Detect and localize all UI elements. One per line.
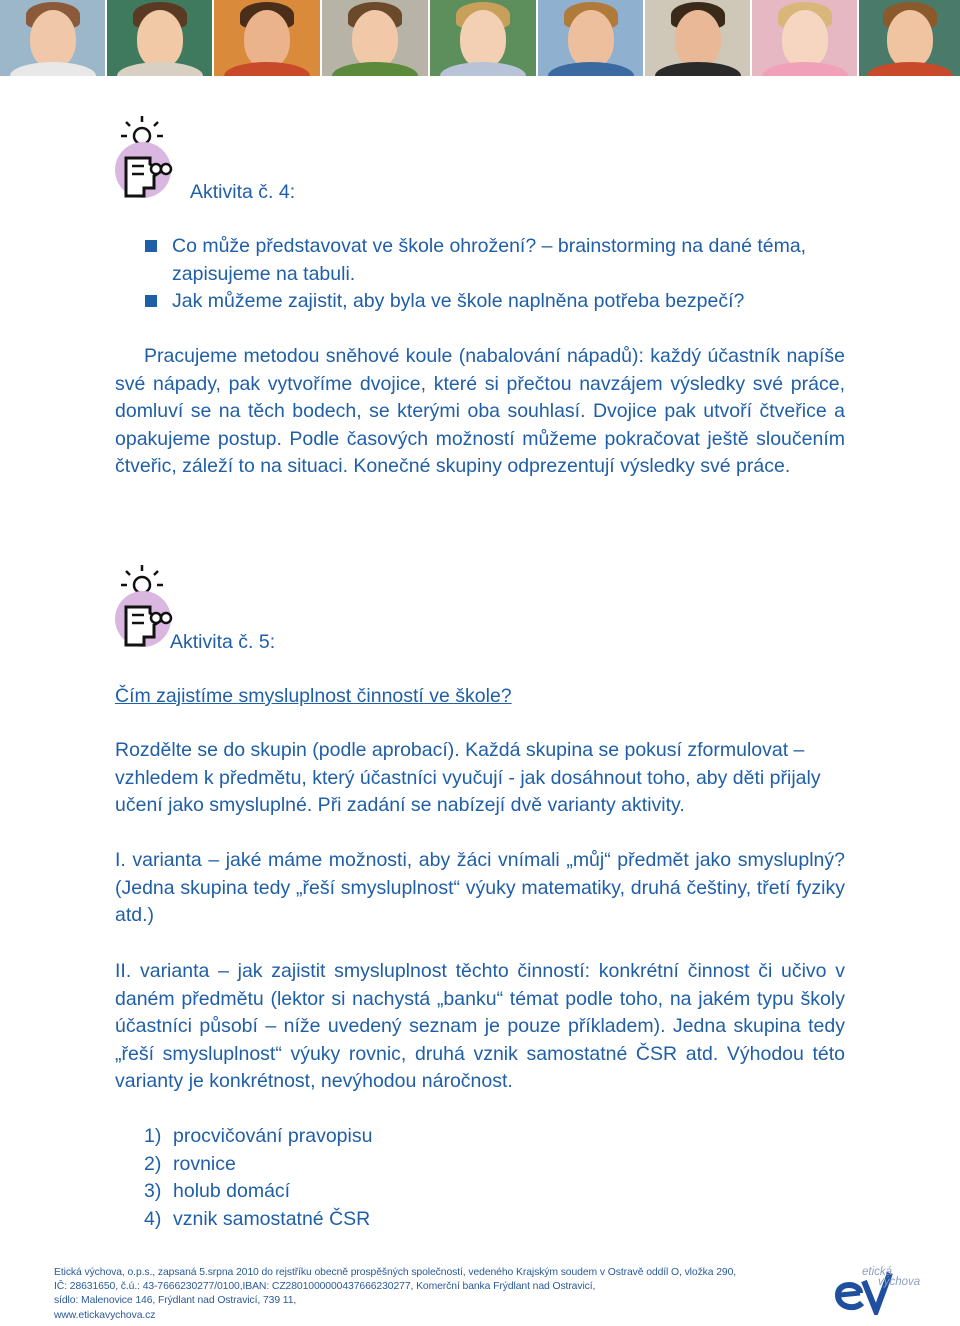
header-photo-strip bbox=[0, 0, 960, 76]
activity-5-title: Aktivita č. 5: bbox=[170, 631, 276, 653]
logo-text-top: etická bbox=[862, 1266, 893, 1278]
header-photo bbox=[430, 0, 538, 76]
activity-icon bbox=[114, 563, 176, 649]
variant-1-paragraph: I. varianta – jaké máme možnosti, aby žáci vnímali „můj“ předmět jako smysluplný? (Jedna skupina tedy „řeší smysluplnost“ výuky matematiky, druhá češtiny, třetí fyziky atd.) bbox=[115, 849, 845, 927]
activity-4-title: Aktivita č. 4: bbox=[190, 181, 296, 203]
header-photo bbox=[0, 0, 107, 76]
activity-4-paragraph: Pracujeme metodou sněhové koule (nabalování nápadů): každý účastník napíše své nápady, pak vytvoříme dvojice, které si přečtou navzájem výsledky své práce, domluví se na těch bodech, se kterými oba souhlasí. Dvojice pak utvoří čtveřice a opakujeme postup. Podle časových možností můžeme pokračovat ještě sloučením čtveřic, záleží to na situaci. Konečné skupiny odprezentují výsledky své práce. bbox=[115, 345, 845, 478]
footer-line: IČ: 28631650, č.ú.: 43-7666230277/0100,IBAN: CZ2801000000437666230277, Komerční banka Frýdlant nad Ostravicí, bbox=[54, 1281, 596, 1293]
list-item: 1) procvičování pravopisu bbox=[144, 1125, 373, 1147]
activity-5-intro: Rozdělte se do skupin (podle aprobací). Každá skupina se pokusí zformulovat – vzhledem k předmětu, který účastníci vyučují - jak dosáhnout toho, aby děti přijaly učení jako smysluplné. Při zadání se nabízejí dvě varianty aktivity. bbox=[115, 739, 821, 817]
logo-text-bottom: výchova bbox=[878, 1276, 921, 1288]
list-item: 3) holub domácí bbox=[144, 1180, 291, 1203]
square-bullet-icon bbox=[145, 295, 157, 307]
footer-line: sídlo: Malenovice 146, Frýdlant nad Ostravicí, 739 11, bbox=[54, 1295, 297, 1307]
list-item: 4) vznik samostatné ČSR bbox=[144, 1207, 371, 1230]
square-bullet-icon bbox=[145, 240, 157, 252]
activity-4-bullet-list bbox=[145, 233, 855, 316]
footer-website-link[interactable]: www.etickavychova.cz bbox=[54, 1309, 156, 1321]
header-photo bbox=[859, 0, 960, 76]
activity-icon bbox=[114, 114, 176, 200]
list-item: Jak můžeme zajistit, aby byla ve škole naplněna potřeba bezpečí? bbox=[145, 288, 855, 316]
variant-2-paragraph: II. varianta – jak zajistit smysluplnost těchto činností: konkrétní činnost či učivo v daném předmětu (lektor si nachystá „banku“ témat podle toho, na jakém typu školy účastníci působí – níže uvedený seznam je pouze příkladem). Jedna skupina tedy „řeší smysluplnost“ výuky rovnic, druhá vznik samostatné ČSR atd. Výhodou této varianty je konkrétnost, nevýhodou náročnost. bbox=[115, 960, 845, 1093]
footer-line: Etická výchova, o.p.s., zapsaná 5.srpna 2010 do rejstříku obecně prospěšných společností, vedeného Krajským soudem v Ostravě oddíl O, vložka 290, bbox=[54, 1267, 737, 1278]
header-photo bbox=[752, 0, 859, 76]
header-photo bbox=[538, 0, 645, 76]
header-photo bbox=[645, 0, 752, 76]
eticka-vychova-logo bbox=[834, 1265, 940, 1315]
list-item: 2) rovnice bbox=[144, 1152, 236, 1175]
header-photo bbox=[322, 0, 430, 76]
header-photo bbox=[214, 0, 322, 76]
activity-5-question: Čím zajistíme smysluplnost činností ve škole? bbox=[115, 685, 512, 707]
footer-info bbox=[54, 1266, 774, 1323]
header-photo bbox=[107, 0, 214, 76]
topic-list bbox=[144, 1123, 372, 1233]
list-item: Co může představovat ve škole ohrožení? – brainstorming na dané téma, zapisujeme na tabuli. bbox=[145, 233, 855, 288]
